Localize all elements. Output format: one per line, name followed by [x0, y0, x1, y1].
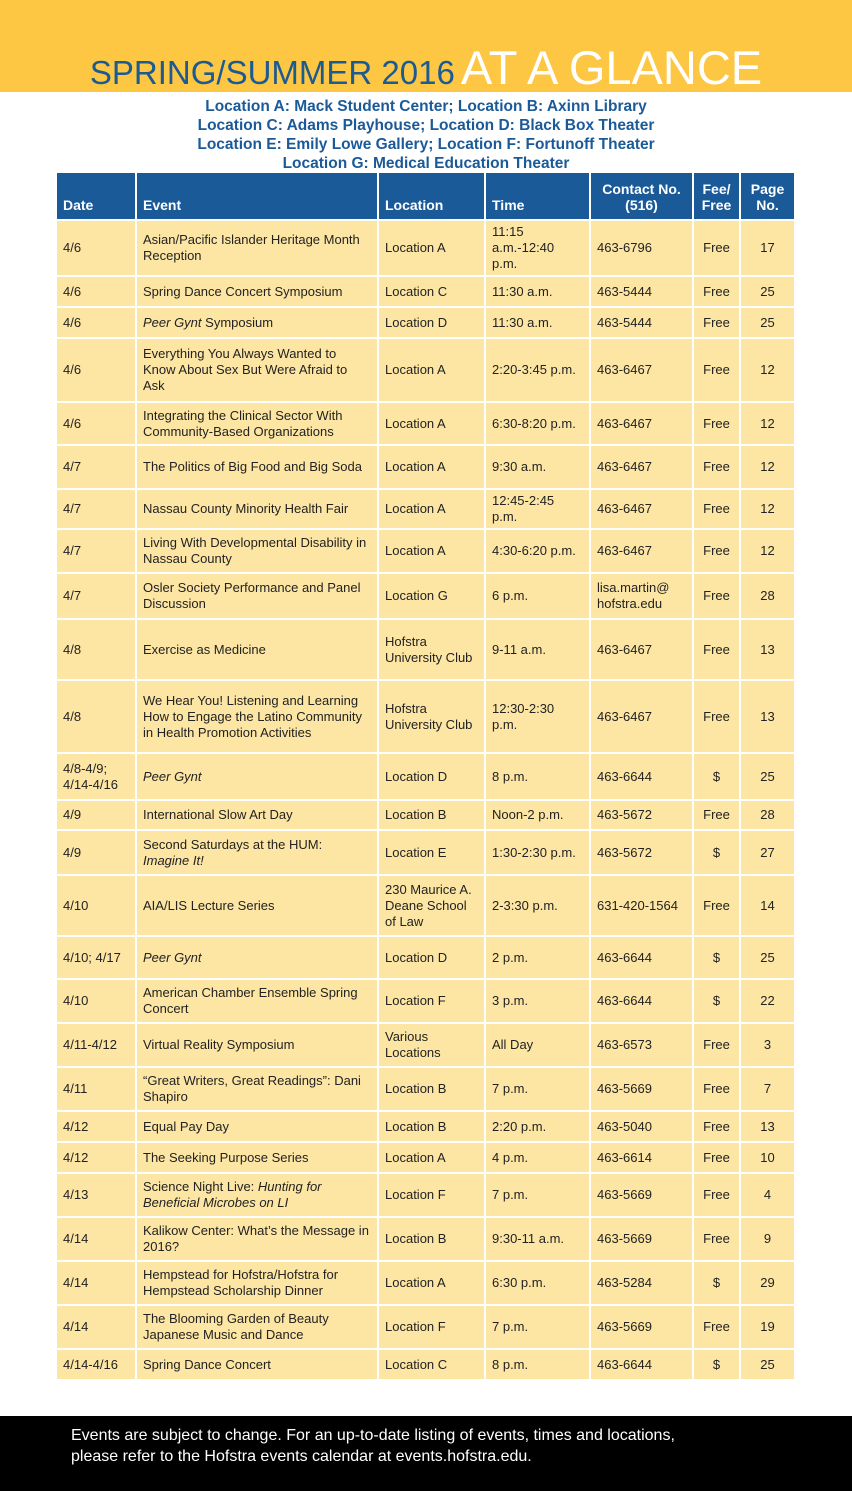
- cell-event: The Blooming Garden of Beauty Japanese Music and Dance: [136, 1305, 378, 1349]
- cell-time: 11:30 a.m.: [485, 307, 590, 338]
- cell-contact: 463-6644: [590, 979, 693, 1023]
- cell-fee: Free: [693, 220, 740, 276]
- event-title-italic: Peer Gynt: [143, 768, 202, 784]
- table-header-row: [57, 173, 794, 220]
- cell-event: We Hear You! Listening and Learning How to Engage the Latino Community in Health Promotion Activities: [136, 680, 378, 753]
- cell-time: 11:30 a.m.: [485, 276, 590, 307]
- cell-date: 4/8: [57, 619, 136, 680]
- event-title-rest: Second Saturdays at the HUM:: [143, 836, 323, 852]
- event-title-rest: Science Night Live:: [143, 1179, 258, 1194]
- table-row: [57, 1067, 794, 1111]
- cell-location: Location A: [378, 489, 485, 529]
- cell-time: 12:30-2:30 p.m.: [485, 680, 590, 753]
- location-legend-line: Location G: Medical Education Theater: [282, 155, 570, 172]
- page-header-line2: No.: [756, 197, 779, 213]
- cell-event: Everything You Always Wanted to Know About Sex But Were Afraid to Ask: [136, 338, 378, 402]
- cell-contact: 463-5669: [590, 1067, 693, 1111]
- cell-location: Hofstra University Club: [378, 619, 485, 680]
- cell-location: Location B: [378, 1111, 485, 1142]
- cell-time: 8 p.m.: [485, 753, 590, 800]
- cell-location: Location A: [378, 445, 485, 489]
- cell-contact: 463-6573: [590, 1023, 693, 1067]
- cell-page: 28: [740, 800, 794, 830]
- cell-page: 25: [740, 936, 794, 979]
- cell-page: 29: [740, 1261, 794, 1305]
- cell-event: [136, 830, 378, 875]
- cell-contact: 463-5040: [590, 1111, 693, 1142]
- cell-fee: Free: [693, 1023, 740, 1067]
- cell-fee: Free: [693, 445, 740, 489]
- cell-page: 25: [740, 1349, 794, 1379]
- cell-time: 12:45-2:45 p.m.: [485, 489, 590, 529]
- cell-date: 4/7: [57, 489, 136, 529]
- cell-contact: 463-5444: [590, 307, 693, 338]
- cell-page: 13: [740, 619, 794, 680]
- cell-fee: Free: [693, 1111, 740, 1142]
- table-row: [57, 307, 794, 338]
- cell-date: 4/10: [57, 875, 136, 936]
- cell-page: 10: [740, 1142, 794, 1173]
- cell-location: Location D: [378, 936, 485, 979]
- table-row: [57, 1173, 794, 1217]
- cell-time: 2 p.m.: [485, 936, 590, 979]
- cell-date: 4/13: [57, 1173, 136, 1217]
- cell-event: Virtual Reality Symposium: [136, 1023, 378, 1067]
- cell-time: 7 p.m.: [485, 1173, 590, 1217]
- location-legend-line: Location C: Adams Playhouse; Location D: Black Box Theater: [197, 117, 655, 134]
- cell-page: 12: [740, 338, 794, 402]
- column-header-date: Date: [57, 173, 136, 220]
- cell-fee: $: [693, 753, 740, 800]
- cell-date: 4/14: [57, 1305, 136, 1349]
- cell-date: 4/9: [57, 800, 136, 830]
- page-header-line1: Page: [750, 181, 785, 197]
- cell-location: Location A: [378, 338, 485, 402]
- footer-line: Events are subject to change. For an up-to-date listing of events, times and locations,: [71, 1427, 675, 1444]
- table-row: [57, 1305, 794, 1349]
- cell-event: Asian/Pacific Islander Heritage Month Reception: [136, 220, 378, 276]
- cell-page: 13: [740, 680, 794, 753]
- cell-event: The Seeking Purpose Series: [136, 1142, 378, 1173]
- cell-date: 4/12: [57, 1111, 136, 1142]
- table-row: [57, 619, 794, 680]
- footer: [0, 1416, 852, 1491]
- cell-contact: lisa.martin@ hofstra.edu: [590, 573, 693, 619]
- cell-page: 25: [740, 276, 794, 307]
- cell-date: 4/10; 4/17: [57, 936, 136, 979]
- cell-page: 17: [740, 220, 794, 276]
- cell-contact: 463-6467: [590, 680, 693, 753]
- footer-note: [71, 1425, 811, 1467]
- cell-fee: Free: [693, 307, 740, 338]
- cell-event: American Chamber Ensemble Spring Concert: [136, 979, 378, 1023]
- cell-contact: 463-6644: [590, 753, 693, 800]
- cell-page: 12: [740, 445, 794, 489]
- cell-event: Equal Pay Day: [136, 1111, 378, 1142]
- cell-location: Location G: [378, 573, 485, 619]
- cell-event: Spring Dance Concert Symposium: [136, 276, 378, 307]
- cell-page: 25: [740, 753, 794, 800]
- contact-header-line1: Contact No.: [602, 181, 681, 197]
- cell-fee: Free: [693, 875, 740, 936]
- table-row: [57, 800, 794, 830]
- table-row: [57, 573, 794, 619]
- column-header-contact: [590, 173, 693, 220]
- cell-fee: Free: [693, 1217, 740, 1261]
- cell-fee: $: [693, 830, 740, 875]
- cell-date: 4/14: [57, 1217, 136, 1261]
- page-title: [0, 40, 852, 95]
- cell-date: 4/7: [57, 573, 136, 619]
- cell-date: 4/10: [57, 979, 136, 1023]
- cell-fee: Free: [693, 619, 740, 680]
- column-header-event: Event: [136, 173, 378, 220]
- cell-page: 14: [740, 875, 794, 936]
- cell-location: Location A: [378, 1261, 485, 1305]
- cell-page: 12: [740, 402, 794, 445]
- column-header-location: Location: [378, 173, 485, 220]
- cell-time: 2:20 p.m.: [485, 1111, 590, 1142]
- cell-date: 4/6: [57, 338, 136, 402]
- location-legend-line: Location E: Emily Lowe Gallery; Location F: Fortunoff Theater: [197, 136, 655, 153]
- table-row: [57, 1111, 794, 1142]
- cell-fee: $: [693, 1349, 740, 1379]
- cell-fee: Free: [693, 529, 740, 573]
- cell-event: “Great Writers, Great Readings”: Dani Shapiro: [136, 1067, 378, 1111]
- table-row: [57, 489, 794, 529]
- cell-contact: 631-420-1564: [590, 875, 693, 936]
- cell-contact: 463-6467: [590, 619, 693, 680]
- cell-event: [136, 936, 378, 979]
- cell-date: 4/7: [57, 529, 136, 573]
- cell-time: 1:30-2:30 p.m.: [485, 830, 590, 875]
- cell-location: Location A: [378, 220, 485, 276]
- cell-event: [136, 307, 378, 338]
- cell-time: 9-11 a.m.: [485, 619, 590, 680]
- cell-event: [136, 1173, 378, 1217]
- cell-fee: Free: [693, 338, 740, 402]
- event-title-italic: Peer Gynt: [143, 949, 202, 965]
- cell-time: 7 p.m.: [485, 1305, 590, 1349]
- cell-event: [136, 753, 378, 800]
- table-row: [57, 529, 794, 573]
- cell-event: Osler Society Performance and Panel Discussion: [136, 573, 378, 619]
- cell-page: 27: [740, 830, 794, 875]
- cell-contact: 463-6644: [590, 1349, 693, 1379]
- cell-page: 9: [740, 1217, 794, 1261]
- cell-contact: 463-5444: [590, 276, 693, 307]
- cell-fee: Free: [693, 680, 740, 753]
- cell-fee: Free: [693, 573, 740, 619]
- event-title-italic: Peer Gynt: [143, 314, 202, 330]
- table-row: [57, 1142, 794, 1173]
- cell-contact: 463-5669: [590, 1173, 693, 1217]
- cell-location: Location F: [378, 1173, 485, 1217]
- cell-date: 4/11: [57, 1067, 136, 1111]
- cell-contact: 463-5672: [590, 830, 693, 875]
- cell-contact: 463-5669: [590, 1217, 693, 1261]
- cell-fee: Free: [693, 1173, 740, 1217]
- cell-location: Location A: [378, 402, 485, 445]
- column-header-time: Time: [485, 173, 590, 220]
- cell-time: 4 p.m.: [485, 1142, 590, 1173]
- cell-time: 8 p.m.: [485, 1349, 590, 1379]
- cell-event: Spring Dance Concert: [136, 1349, 378, 1379]
- location-legend: [0, 97, 852, 173]
- cell-contact: 463-5672: [590, 800, 693, 830]
- cell-time: 3 p.m.: [485, 979, 590, 1023]
- cell-time: 6:30 p.m.: [485, 1261, 590, 1305]
- cell-page: 3: [740, 1023, 794, 1067]
- cell-event: Exercise as Medicine: [136, 619, 378, 680]
- cell-fee: Free: [693, 1142, 740, 1173]
- table-row: [57, 680, 794, 753]
- column-header-page: [740, 173, 794, 220]
- cell-contact: 463-6467: [590, 338, 693, 402]
- cell-date: 4/11-4/12: [57, 1023, 136, 1067]
- table-row: [57, 1217, 794, 1261]
- cell-contact: 463-6467: [590, 529, 693, 573]
- cell-fee: Free: [693, 276, 740, 307]
- cell-contact: 463-6644: [590, 936, 693, 979]
- cell-fee: $: [693, 936, 740, 979]
- cell-location: Location B: [378, 1067, 485, 1111]
- cell-event: Hempstead for Hofstra/Hofstra for Hempstead Scholarship Dinner: [136, 1261, 378, 1305]
- cell-fee: $: [693, 979, 740, 1023]
- cell-event: Living With Developmental Disability in Nassau County: [136, 529, 378, 573]
- footer-line: please refer to the Hofstra events calendar at events.hofstra.edu.: [71, 1448, 532, 1465]
- table-row: [57, 1349, 794, 1379]
- cell-location: Location D: [378, 307, 485, 338]
- cell-time: 6 p.m.: [485, 573, 590, 619]
- cell-time: 11:15 a.m.-12:40 p.m.: [485, 220, 590, 276]
- cell-event: Integrating the Clinical Sector With Community-Based Organizations: [136, 402, 378, 445]
- cell-time: Noon-2 p.m.: [485, 800, 590, 830]
- table-row: [57, 830, 794, 875]
- cell-contact: 463-5284: [590, 1261, 693, 1305]
- cell-date: 4/6: [57, 276, 136, 307]
- cell-location: Location A: [378, 529, 485, 573]
- cell-page: 13: [740, 1111, 794, 1142]
- cell-fee: Free: [693, 1305, 740, 1349]
- cell-location: Hofstra University Club: [378, 680, 485, 753]
- cell-time: 4:30-6:20 p.m.: [485, 529, 590, 573]
- cell-date: 4/8-4/9; 4/14-4/16: [57, 753, 136, 800]
- cell-contact: 463-6467: [590, 445, 693, 489]
- cell-event: International Slow Art Day: [136, 800, 378, 830]
- cell-page: 12: [740, 489, 794, 529]
- cell-fee: Free: [693, 402, 740, 445]
- cell-location: Location F: [378, 1305, 485, 1349]
- events-table: [57, 173, 794, 1379]
- cell-date: 4/7: [57, 445, 136, 489]
- cell-time: 6:30-8:20 p.m.: [485, 402, 590, 445]
- fee-header-line2: Free: [701, 197, 732, 213]
- cell-page: 7: [740, 1067, 794, 1111]
- title-season: SPRING/SUMMER 2016: [89, 54, 455, 91]
- cell-location: Location C: [378, 1349, 485, 1379]
- cell-page: 4: [740, 1173, 794, 1217]
- table-row: [57, 402, 794, 445]
- event-title-rest: Symposium: [201, 314, 274, 330]
- cell-date: 4/6: [57, 402, 136, 445]
- table-row: [57, 338, 794, 402]
- table-row: [57, 220, 794, 276]
- cell-time: All Day: [485, 1023, 590, 1067]
- cell-event: Kalikow Center: What’s the Message in 2016?: [136, 1217, 378, 1261]
- cell-fee: $: [693, 1261, 740, 1305]
- cell-date: 4/14: [57, 1261, 136, 1305]
- cell-contact: 463-5669: [590, 1305, 693, 1349]
- cell-location: Location F: [378, 979, 485, 1023]
- cell-location: Location D: [378, 753, 485, 800]
- cell-contact: 463-6467: [590, 489, 693, 529]
- cell-page: 28: [740, 573, 794, 619]
- cell-page: 25: [740, 307, 794, 338]
- table-row: [57, 875, 794, 936]
- column-header-fee: [693, 173, 740, 220]
- event-title-italic: Imagine It!: [143, 852, 204, 868]
- cell-date: 4/6: [57, 220, 136, 276]
- cell-location: Location B: [378, 800, 485, 830]
- cell-time: 2-3:30 p.m.: [485, 875, 590, 936]
- cell-contact: 463-6796: [590, 220, 693, 276]
- cell-time: 9:30-11 a.m.: [485, 1217, 590, 1261]
- cell-page: 19: [740, 1305, 794, 1349]
- cell-location: Various Locations: [378, 1023, 485, 1067]
- cell-time: 9:30 a.m.: [485, 445, 590, 489]
- cell-time: 2:20-3:45 p.m.: [485, 338, 590, 402]
- cell-location: Location C: [378, 276, 485, 307]
- cell-page: 22: [740, 979, 794, 1023]
- cell-event: Nassau County Minority Health Fair: [136, 489, 378, 529]
- cell-location: Location A: [378, 1142, 485, 1173]
- location-legend-line: Location A: Mack Student Center; Location B: Axinn Library: [205, 98, 647, 115]
- title-at-a-glance: AT A GLANCE: [460, 41, 763, 94]
- event-title-italic: Hunting for Beneficial Microbes on LI: [143, 1179, 322, 1210]
- cell-location: 230 Maurice A. Deane School of Law: [378, 875, 485, 936]
- cell-page: 12: [740, 529, 794, 573]
- table-row: [57, 979, 794, 1023]
- cell-time: 7 p.m.: [485, 1067, 590, 1111]
- cell-date: 4/9: [57, 830, 136, 875]
- table-body: [57, 220, 794, 1379]
- cell-fee: Free: [693, 1067, 740, 1111]
- table-row: [57, 276, 794, 307]
- cell-event: AIA/LIS Lecture Series: [136, 875, 378, 936]
- table-row: [57, 1023, 794, 1067]
- cell-contact: 463-6614: [590, 1142, 693, 1173]
- cell-fee: Free: [693, 489, 740, 529]
- fee-header-line1: Fee/: [702, 181, 731, 197]
- table-row: [57, 445, 794, 489]
- cell-event: The Politics of Big Food and Big Soda: [136, 445, 378, 489]
- cell-contact: 463-6467: [590, 402, 693, 445]
- table-row: [57, 936, 794, 979]
- cell-date: 4/6: [57, 307, 136, 338]
- contact-header-line2: (516): [625, 197, 658, 213]
- table-row: [57, 1261, 794, 1305]
- cell-date: 4/12: [57, 1142, 136, 1173]
- cell-location: Location B: [378, 1217, 485, 1261]
- table-row: [57, 753, 794, 800]
- cell-fee: Free: [693, 800, 740, 830]
- cell-date: 4/14-4/16: [57, 1349, 136, 1379]
- cell-date: 4/8: [57, 680, 136, 753]
- cell-location: Location E: [378, 830, 485, 875]
